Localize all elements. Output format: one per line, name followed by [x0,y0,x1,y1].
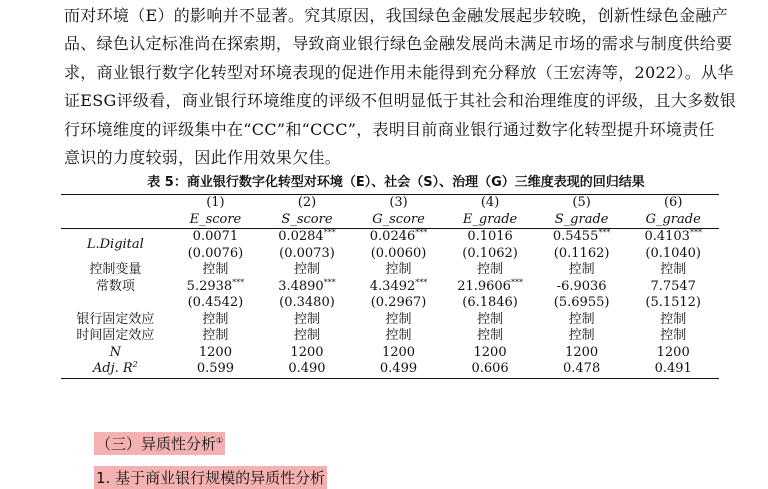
row-label-time-fe: 时间固定效应 [76,328,155,343]
se-cell: (0.0073) [279,245,335,261]
table-row-adjr2 [61,361,719,378]
table-row-col-numbers [61,195,719,212]
control-cell: 控制 [293,311,320,327]
col-name: G_grade [627,212,719,229]
coef-cell: 5.2938*** [186,277,245,294]
table-row-ldigital-coef [61,229,719,246]
coef-cell: 7.7547 [650,278,696,294]
control-cell: 控制 [568,328,595,343]
adjr2-cell: 0.491 [627,361,719,378]
row-label-control: 控制变量 [89,262,142,277]
table-row-bank-fe [61,312,719,329]
control-cell: 控制 [293,328,320,343]
adjr2-cell: 0.606 [444,361,536,378]
table-row-time-fe [61,328,719,345]
paragraph-line: 品、绿色认定标准尚在探索期，导致商业银行绿色金融发展尚未满足市场的需求与制度供给要 [64,34,733,54]
control-cell: 控制 [660,328,687,343]
col-name: S_score [261,212,353,229]
n-cell: 1200 [290,344,324,360]
se-cell: (0.4542) [187,295,244,310]
control-cell: 控制 [202,262,229,277]
coef-cell: 0.5455*** [552,228,611,244]
coef-cell: 0.1016 [467,229,513,244]
control-cell: 控制 [660,311,687,327]
control-cell: 控制 [202,328,229,343]
se-cell: (6.1846) [462,295,518,310]
n-cell: 1200 [198,344,232,360]
control-cell: 控制 [477,328,504,343]
control-cell: 控制 [385,262,412,277]
se-cell: (5.1512) [645,295,702,310]
se-cell: (0.2967) [370,295,427,310]
row-label-bank-fe: 银行固定效应 [76,311,155,327]
col-number: (6) [627,195,719,212]
coef-cell: 0.0246*** [369,228,428,244]
control-cell: 控制 [477,262,504,277]
coef-cell: 0.0071 [192,229,239,244]
col-name: S_grade [536,212,628,229]
adjr2-cell: 0.499 [353,361,445,378]
adjr2-cell: 0.478 [536,361,628,378]
col-number: (5) [536,195,628,212]
coef-cell: 0.0284*** [278,228,336,244]
paragraph-line: 意识的力度较弱，因此作用效果欠佳。 [64,147,342,167]
paragraph-line: 证ESG评级看，商业银行环境维度的评级不但明显低于其社会和治理维度的评级，且大多数银 [64,91,737,111]
se-cell: (0.0060) [370,245,427,261]
paragraph-line: 而对环境（E）的影响并不显著。究其原因，我国绿色金融发展起步较晚，创新性绿色金融产 [64,6,728,25]
col-name: G_score [353,212,445,229]
control-cell: 控制 [660,262,687,277]
control-cell: 控制 [385,328,412,343]
se-cell: (0.3480) [279,295,335,310]
coef-cell: 4.3492*** [369,277,428,294]
table-row-n [61,345,719,362]
coef-cell: 21.9606*** [457,277,523,294]
col-number: (4) [444,195,536,212]
paragraph-line: 求，商业银行数字化转型对环境表现的促进作用未能得到充分释放（王宏涛等，2022）。从华 [64,62,734,82]
row-label-n: N [109,344,122,360]
regression-table-grid [61,194,719,379]
footnote-marker: ① [216,436,224,445]
n-cell: 1200 [656,344,690,360]
control-cell: 控制 [385,311,412,327]
control-cell: 控制 [568,311,595,327]
coef-cell: 0.4103*** [644,228,702,244]
table-row-const-se [61,295,719,312]
subsection-heading: 1. 基于商业银行规模的异质性分析 [94,466,327,489]
coef-cell: 3.4890*** [278,277,336,294]
table-caption: 表 5：商业银行数字化转型对环境（E）、社会（S）、治理（G）三维度表现的回归结果 [147,175,645,190]
se-cell: (5.6955) [553,295,610,310]
se-cell: (0.1162) [553,245,610,261]
adjr2-cell: 0.490 [261,361,353,378]
n-cell: 1200 [381,344,416,360]
col-number: (1) [170,195,262,212]
paragraph-line: 行环境维度的评级集中在“CC”和“CCC”，表明目前商业银行通过数字化转型提升环境责任 [64,119,715,139]
body-paragraph [64,2,764,172]
row-label-adjr2: Adj. $R^2$ [61,361,170,378]
n-cell: 1200 [473,344,507,360]
coef-cell: -6.9036 [556,278,607,294]
se-cell: (0.1062) [462,245,518,261]
n-cell: 1200 [565,344,599,360]
control-cell: 控制 [202,311,229,327]
col-number: (2) [261,195,353,212]
table-row-const-coef [61,279,719,296]
section-heading: （三）异质性分析① [94,432,225,455]
row-label-ldigital: L.Digital [86,237,144,253]
control-cell: 控制 [568,262,595,277]
regression-table [61,194,719,379]
row-label-const: 常数项 [95,278,135,294]
se-cell: (0.1040) [645,245,702,261]
col-number: (3) [353,195,445,212]
table-row-control [61,262,719,279]
adjr2-cell: 0.599 [170,361,262,378]
col-name: E_grade [444,212,536,229]
se-cell: (0.0076) [187,245,244,261]
table-row-col-names [61,212,719,229]
col-name: E_score [170,212,262,229]
control-cell: 控制 [293,262,320,277]
control-cell: 控制 [477,311,504,327]
